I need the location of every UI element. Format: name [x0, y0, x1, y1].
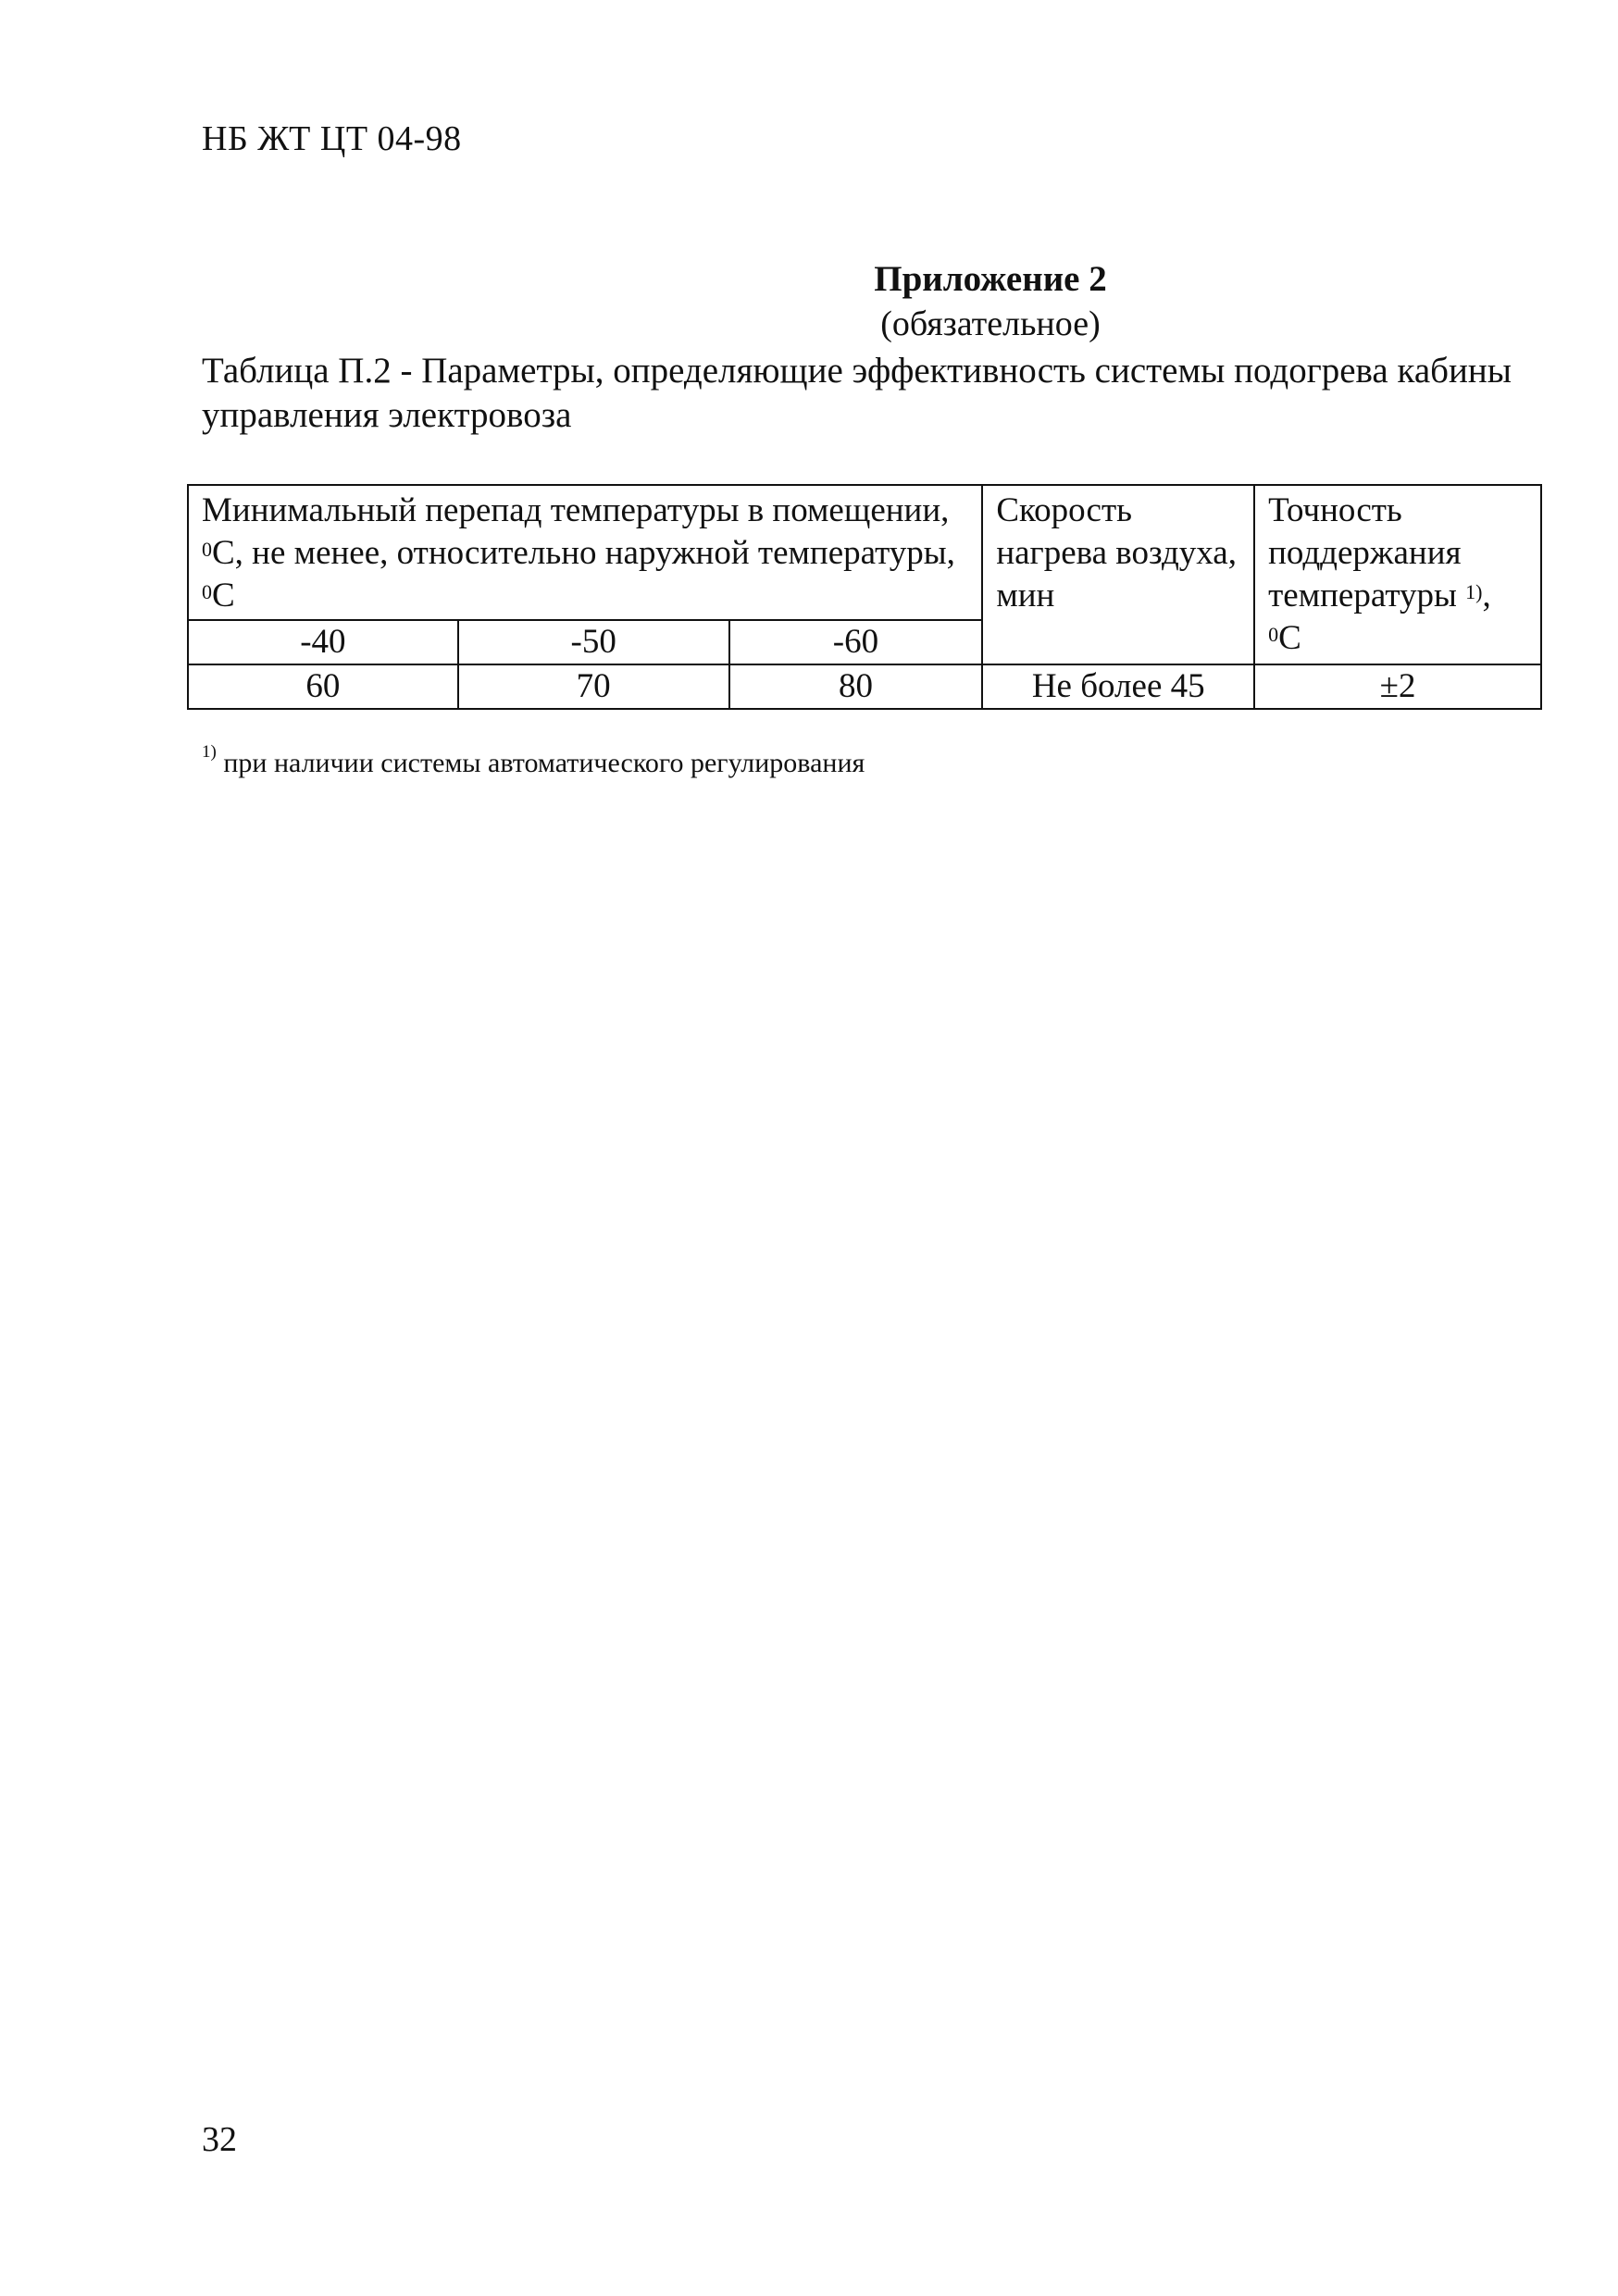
header-temperature-difference	[188, 485, 982, 620]
header-accuracy-unit: C	[1278, 619, 1301, 657]
header-temperature-text-1: Минимальный перепад температуры в помещении,	[202, 491, 950, 529]
header-accuracy	[1254, 485, 1541, 664]
degree-superscript: 0	[202, 580, 212, 603]
footnote-marker: 1)	[202, 742, 217, 762]
table-cell-accuracy: ±2	[1254, 664, 1541, 709]
appendix-title: Приложение 2	[874, 259, 1107, 299]
subheader-cell: -40	[188, 620, 458, 664]
degree-superscript: 0	[1268, 623, 1279, 646]
footnote-text: при наличии системы автоматического регулирования	[216, 748, 865, 778]
header-accuracy-comma: ,	[1482, 577, 1491, 614]
footnote	[202, 742, 865, 779]
table-cell: 60	[188, 664, 458, 709]
subheader-cell: -60	[729, 620, 983, 664]
footnote-reference: 1)	[1465, 580, 1483, 603]
appendix-note: (обязательное)	[880, 304, 1101, 343]
header-accuracy-text: Точность поддержания температуры	[1268, 491, 1466, 614]
subheader-cell: -50	[458, 620, 729, 664]
table-cell: 70	[458, 664, 729, 709]
parameters-table	[187, 484, 1542, 710]
header-temperature-unit: C	[212, 577, 235, 614]
table-cell: 80	[729, 664, 983, 709]
table-cell-speed: Не более 45	[982, 664, 1254, 709]
table-caption: Таблица П.2 - Параметры, определяющие эффективность системы подогрева кабины управления электровоза	[202, 351, 1512, 435]
page-number: 32	[202, 2120, 237, 2159]
document-code: НБ ЖТ ЦТ 04-98	[202, 119, 462, 158]
table-row	[188, 664, 1541, 709]
header-heating-speed: Скорость нагрева воздуха, мин	[982, 485, 1254, 664]
header-temperature-text-2: C, не менее, относительно наружной температуры,	[212, 534, 955, 572]
table-header-row	[188, 485, 1541, 620]
degree-superscript: 0	[202, 538, 212, 561]
